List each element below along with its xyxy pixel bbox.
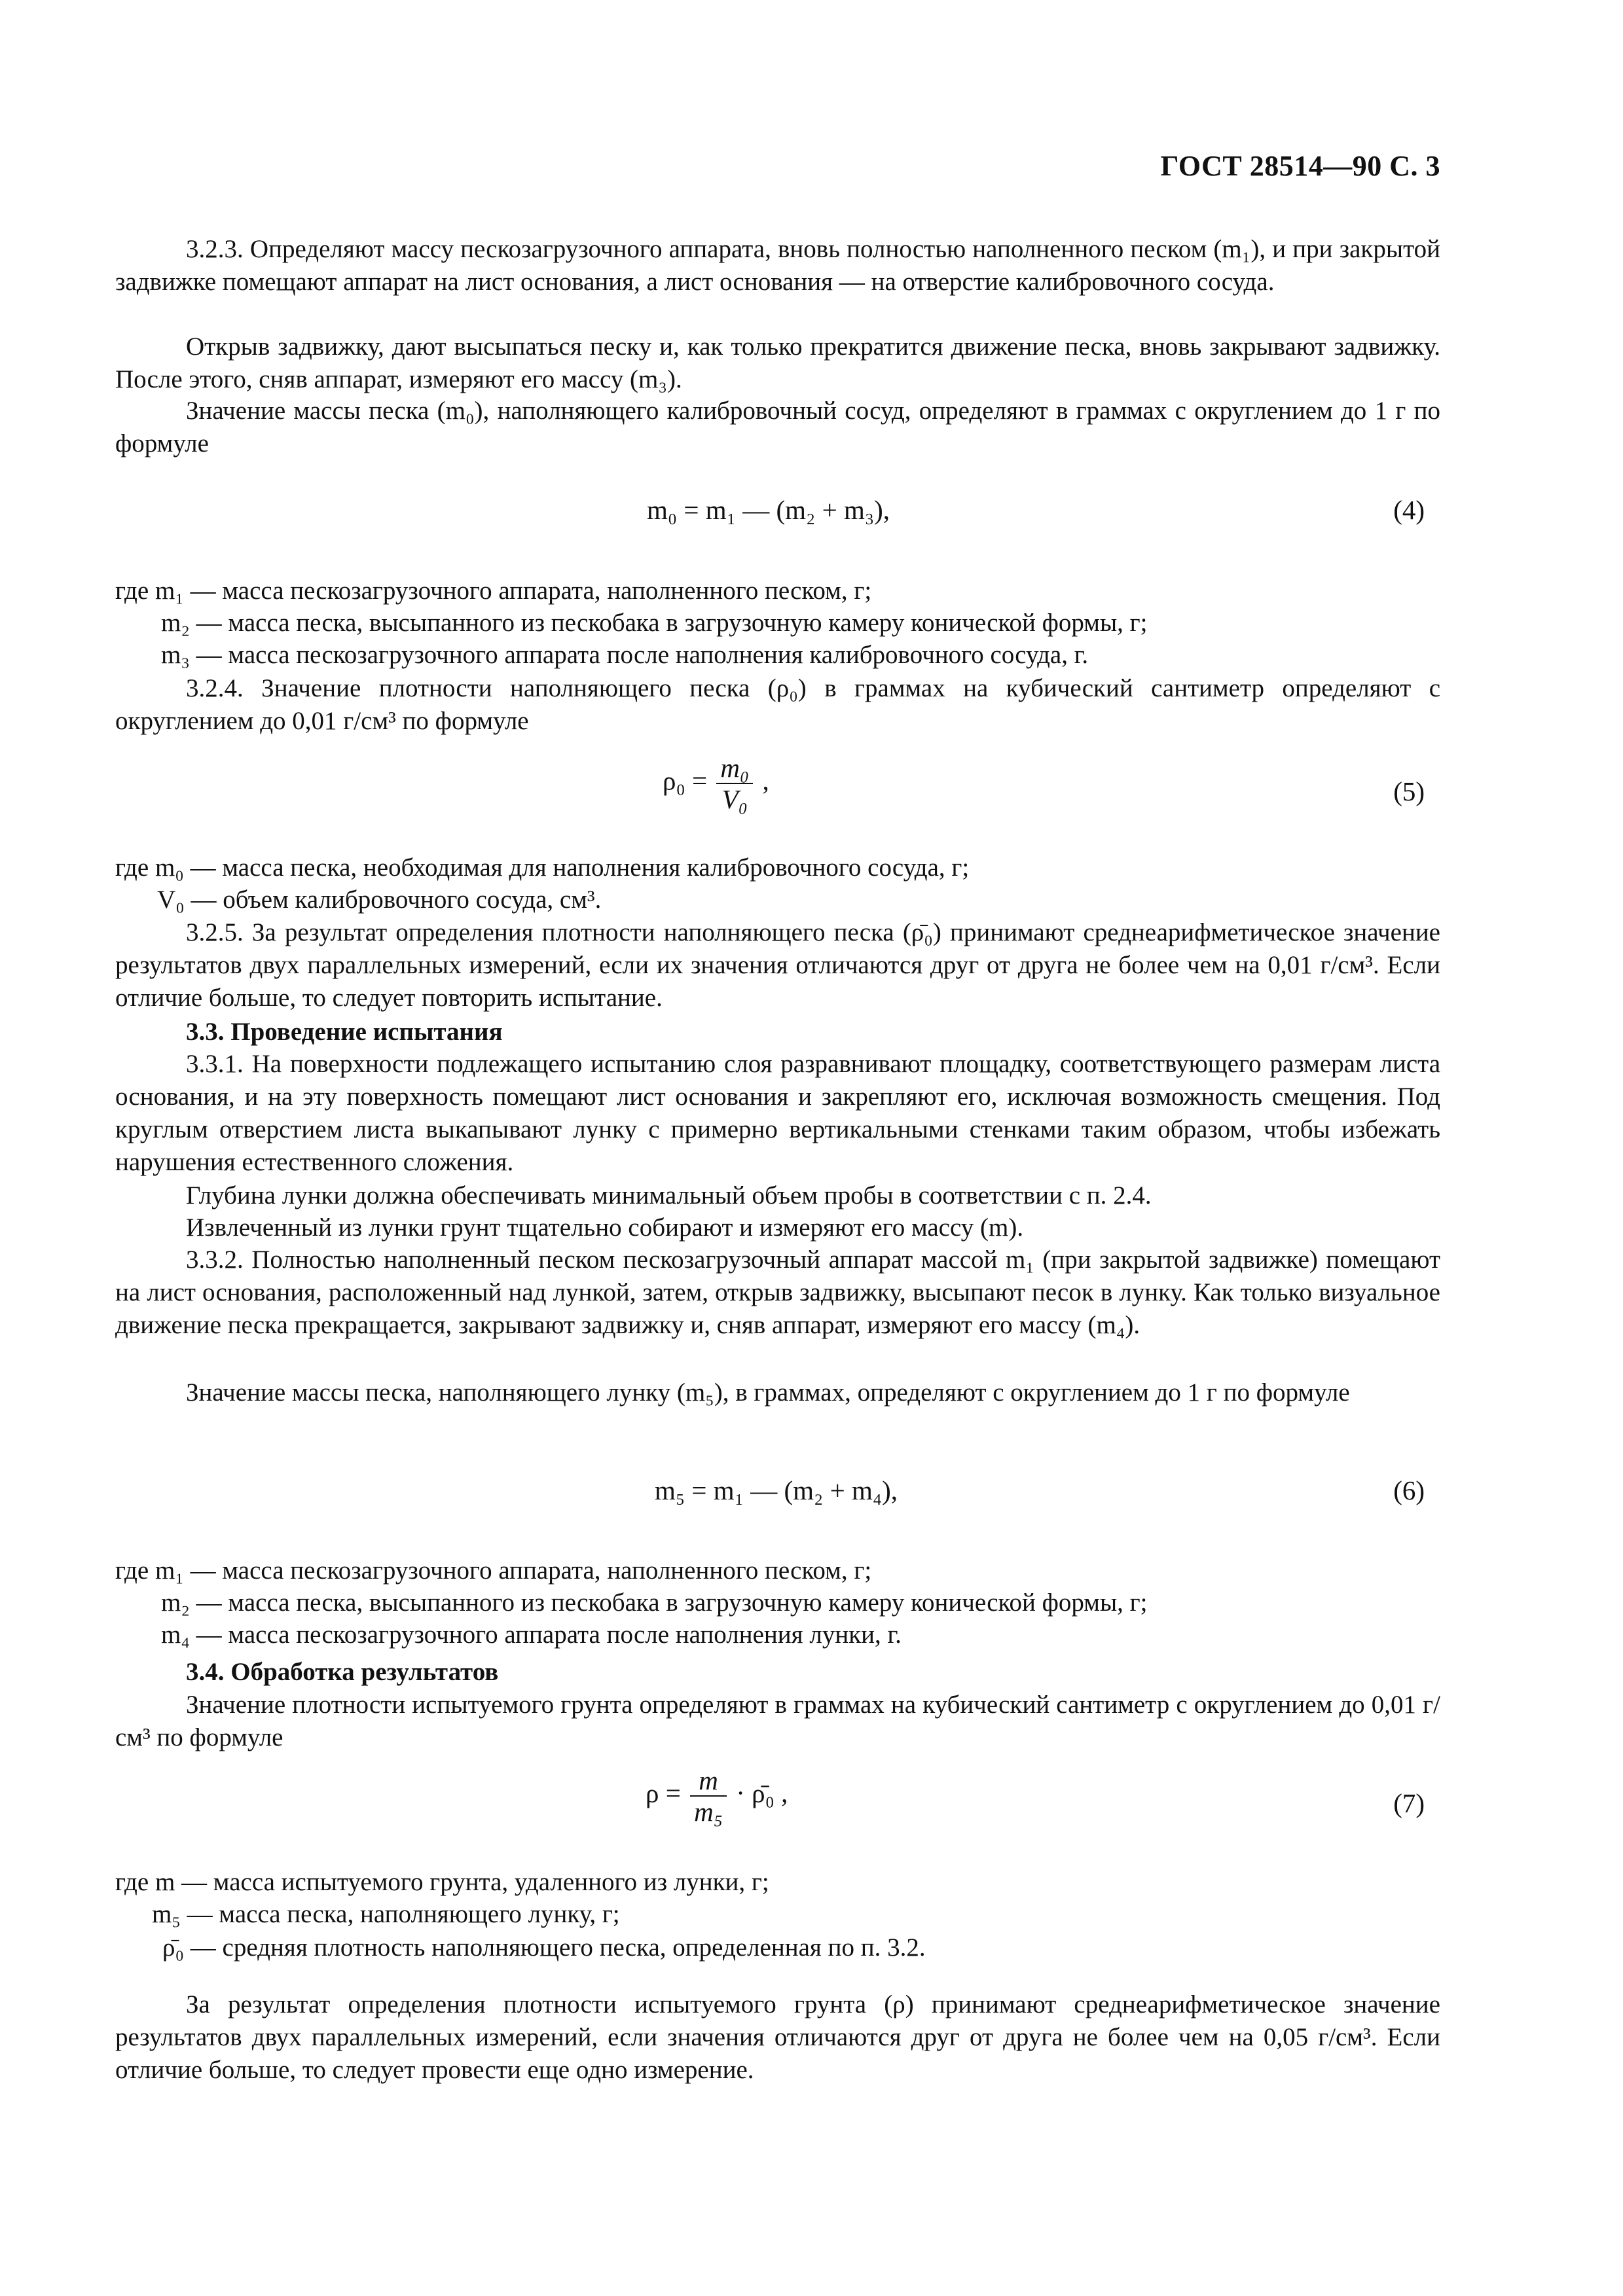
paragraph-3-4: Значение плотности испытуемого грунта определяют в граммах на кубический сантиметр с округлением до 0,01 г/см³ по формуле bbox=[115, 1691, 1440, 1751]
formula-5 bbox=[663, 753, 769, 814]
definition-m2: m₂ — масса песка, высыпанного из пескобака в загрузочную камеру конической формы, г; bbox=[161, 609, 1148, 637]
paragraph-3-3-2: 3.3.2. Полностью наполненный песком пескозагрузочный аппарат массой m₁ (при закрытой задвижке) помещают на лист основания, расположенный над лункой, затем, открыв задвижку, высыпают песок в лунку. Как только визуальное движение песка прекращается, закрывают задвижку и, сняв аппарат, измеряют его массу (m₄). bbox=[115, 1246, 1440, 1339]
equation-number-7: (7) bbox=[1393, 1788, 1425, 1818]
paragraph-m5-intro: Значение массы песка, наполняющего лунку (m₅), в граммах, определяют с округлением до 1 г по формуле bbox=[186, 1378, 1350, 1407]
formula-5-numerator: m₀ bbox=[716, 753, 753, 784]
definition-m0: где m₀ — масса песка, необходимая для наполнения калибровочного сосуда, г; bbox=[115, 853, 970, 882]
formula-7-tail: · ρ̄₀ , bbox=[736, 1778, 788, 1808]
paragraph-3-2-3: 3.2.3. Определяют массу пескозагрузочного аппарата, вновь полностью наполненного песком (m₁), и при закрытой задвижке помещают аппарат на лист основания, а лист основания — на отверстие калибровочного сосуда. bbox=[115, 235, 1440, 296]
formula-7-numerator: m bbox=[690, 1765, 727, 1797]
equation-number-6: (6) bbox=[1393, 1475, 1425, 1505]
formula-7-denominator: m₅ bbox=[694, 1797, 723, 1827]
page-header: ГОСТ 28514—90 С. 3 bbox=[1160, 150, 1440, 182]
equation-number-5: (5) bbox=[1393, 776, 1425, 806]
definition-m5: m₅ — масса песка, наполняющего лунку, г; bbox=[152, 1900, 620, 1928]
paragraph-m0-intro: Значение массы песка (m₀), наполняющего калибровочный сосуд, определяют в граммах с округлением до 1 г по формуле bbox=[115, 397, 1440, 457]
section-heading-3-3: 3.3. Проведение испытания bbox=[186, 1018, 503, 1046]
formula-5-tail: , bbox=[762, 765, 769, 796]
paragraph-3-2-4: 3.2.4. Значение плотности наполняющего песка (ρ₀) в граммах на кубический сантиметр определяют с округлением до 0,01 г/см³ по формуле bbox=[115, 674, 1440, 735]
definition-m1-second: где m₁ — масса пескозагрузочного аппарата, наполненного песком, г; bbox=[115, 1556, 872, 1585]
document-page bbox=[115, 0, 1440, 2296]
formula-7-fraction bbox=[690, 1765, 727, 1827]
formula-5-fraction bbox=[716, 753, 753, 814]
definition-m1: где m₁ — масса пескозагрузочного аппарата, наполненного песком, г; bbox=[115, 577, 872, 605]
definition-rho0-mean: ρ̄₀ — средняя плотность наполняющего песка, определенная по п. 3.2. bbox=[162, 1933, 926, 1962]
formula-5-lhs: ρ₀ = bbox=[663, 765, 708, 796]
definition-m2-second: m₂ — масса песка, высыпанного из пескобака в загрузочную камеру конической формы, г; bbox=[161, 1588, 1148, 1617]
definition-v0: V₀ — объем калибровочного сосуда, см³. bbox=[157, 886, 602, 914]
paragraph-3-3-1: 3.3.1. На поверхности подлежащего испытанию слоя разравнивают площадку, соответствующего размерам листа основания, и на эту поверхность помещают лист основания и закрепляют его, исключая возможность смещения. Под круглым отверстием листа выкапывают лунку с примерно вертикальными стенками таким образом, чтобы избежать нарушения естественного сложения. bbox=[115, 1050, 1440, 1176]
definition-m3: m₃ — масса пескозагрузочного аппарата после наполнения калибровочного сосуда, г. bbox=[161, 641, 1089, 669]
formula-7-lhs: ρ = bbox=[646, 1778, 681, 1808]
paragraph-hole-depth: Глубина лунки должна обеспечивать минимальный объем пробы в соответствии с п. 2.4. bbox=[186, 1181, 1152, 1210]
formula-6: m₅ = m₁ — (m₂ + m₄), bbox=[655, 1475, 898, 1505]
equation-number-4: (4) bbox=[1393, 495, 1425, 525]
formula-7 bbox=[646, 1765, 788, 1827]
formula-5-denominator: V₀ bbox=[721, 784, 748, 814]
formula-4: m₀ = m₁ — (m₂ + m₃), bbox=[647, 495, 890, 525]
paragraph-open-valve: Открыв задвижку, дают высыпаться песку и, как только прекратится движение песка, вновь закрывают задвижку. После этого, сняв аппарат, измеряют его массу (m₃). bbox=[115, 332, 1440, 393]
section-heading-3-4: 3.4. Обработка результатов bbox=[186, 1658, 499, 1686]
paragraph-final: За результат определения плотности испытуемого грунта (ρ) принимают среднеарифметическое значение результатов двух параллельных измерений, если значения отличаются друг от друга не более чем на 0,05 г/см³. Если отличие больше, то следует провести еще одно измерение. bbox=[115, 1990, 1440, 2084]
definition-m: где m — масса испытуемого грунта, удаленного из лунки, г; bbox=[115, 1868, 769, 1896]
paragraph-3-2-5: 3.2.5. За результат определения плотности наполняющего песка (ρ̄₀) принимают среднеарифметическое значение результатов двух параллельных измерений, если их значения отличаются друг от друга не более чем на 0,01 г/см³. Если отличие больше, то следует повторить испытание. bbox=[115, 918, 1440, 1012]
definition-m4: m₄ — масса пескозагрузочного аппарата после наполнения лунки, г. bbox=[161, 1621, 902, 1649]
paragraph-extract-soil: Извлеченный из лунки грунт тщательно собирают и измеряют его массу (m). bbox=[186, 1213, 1024, 1242]
